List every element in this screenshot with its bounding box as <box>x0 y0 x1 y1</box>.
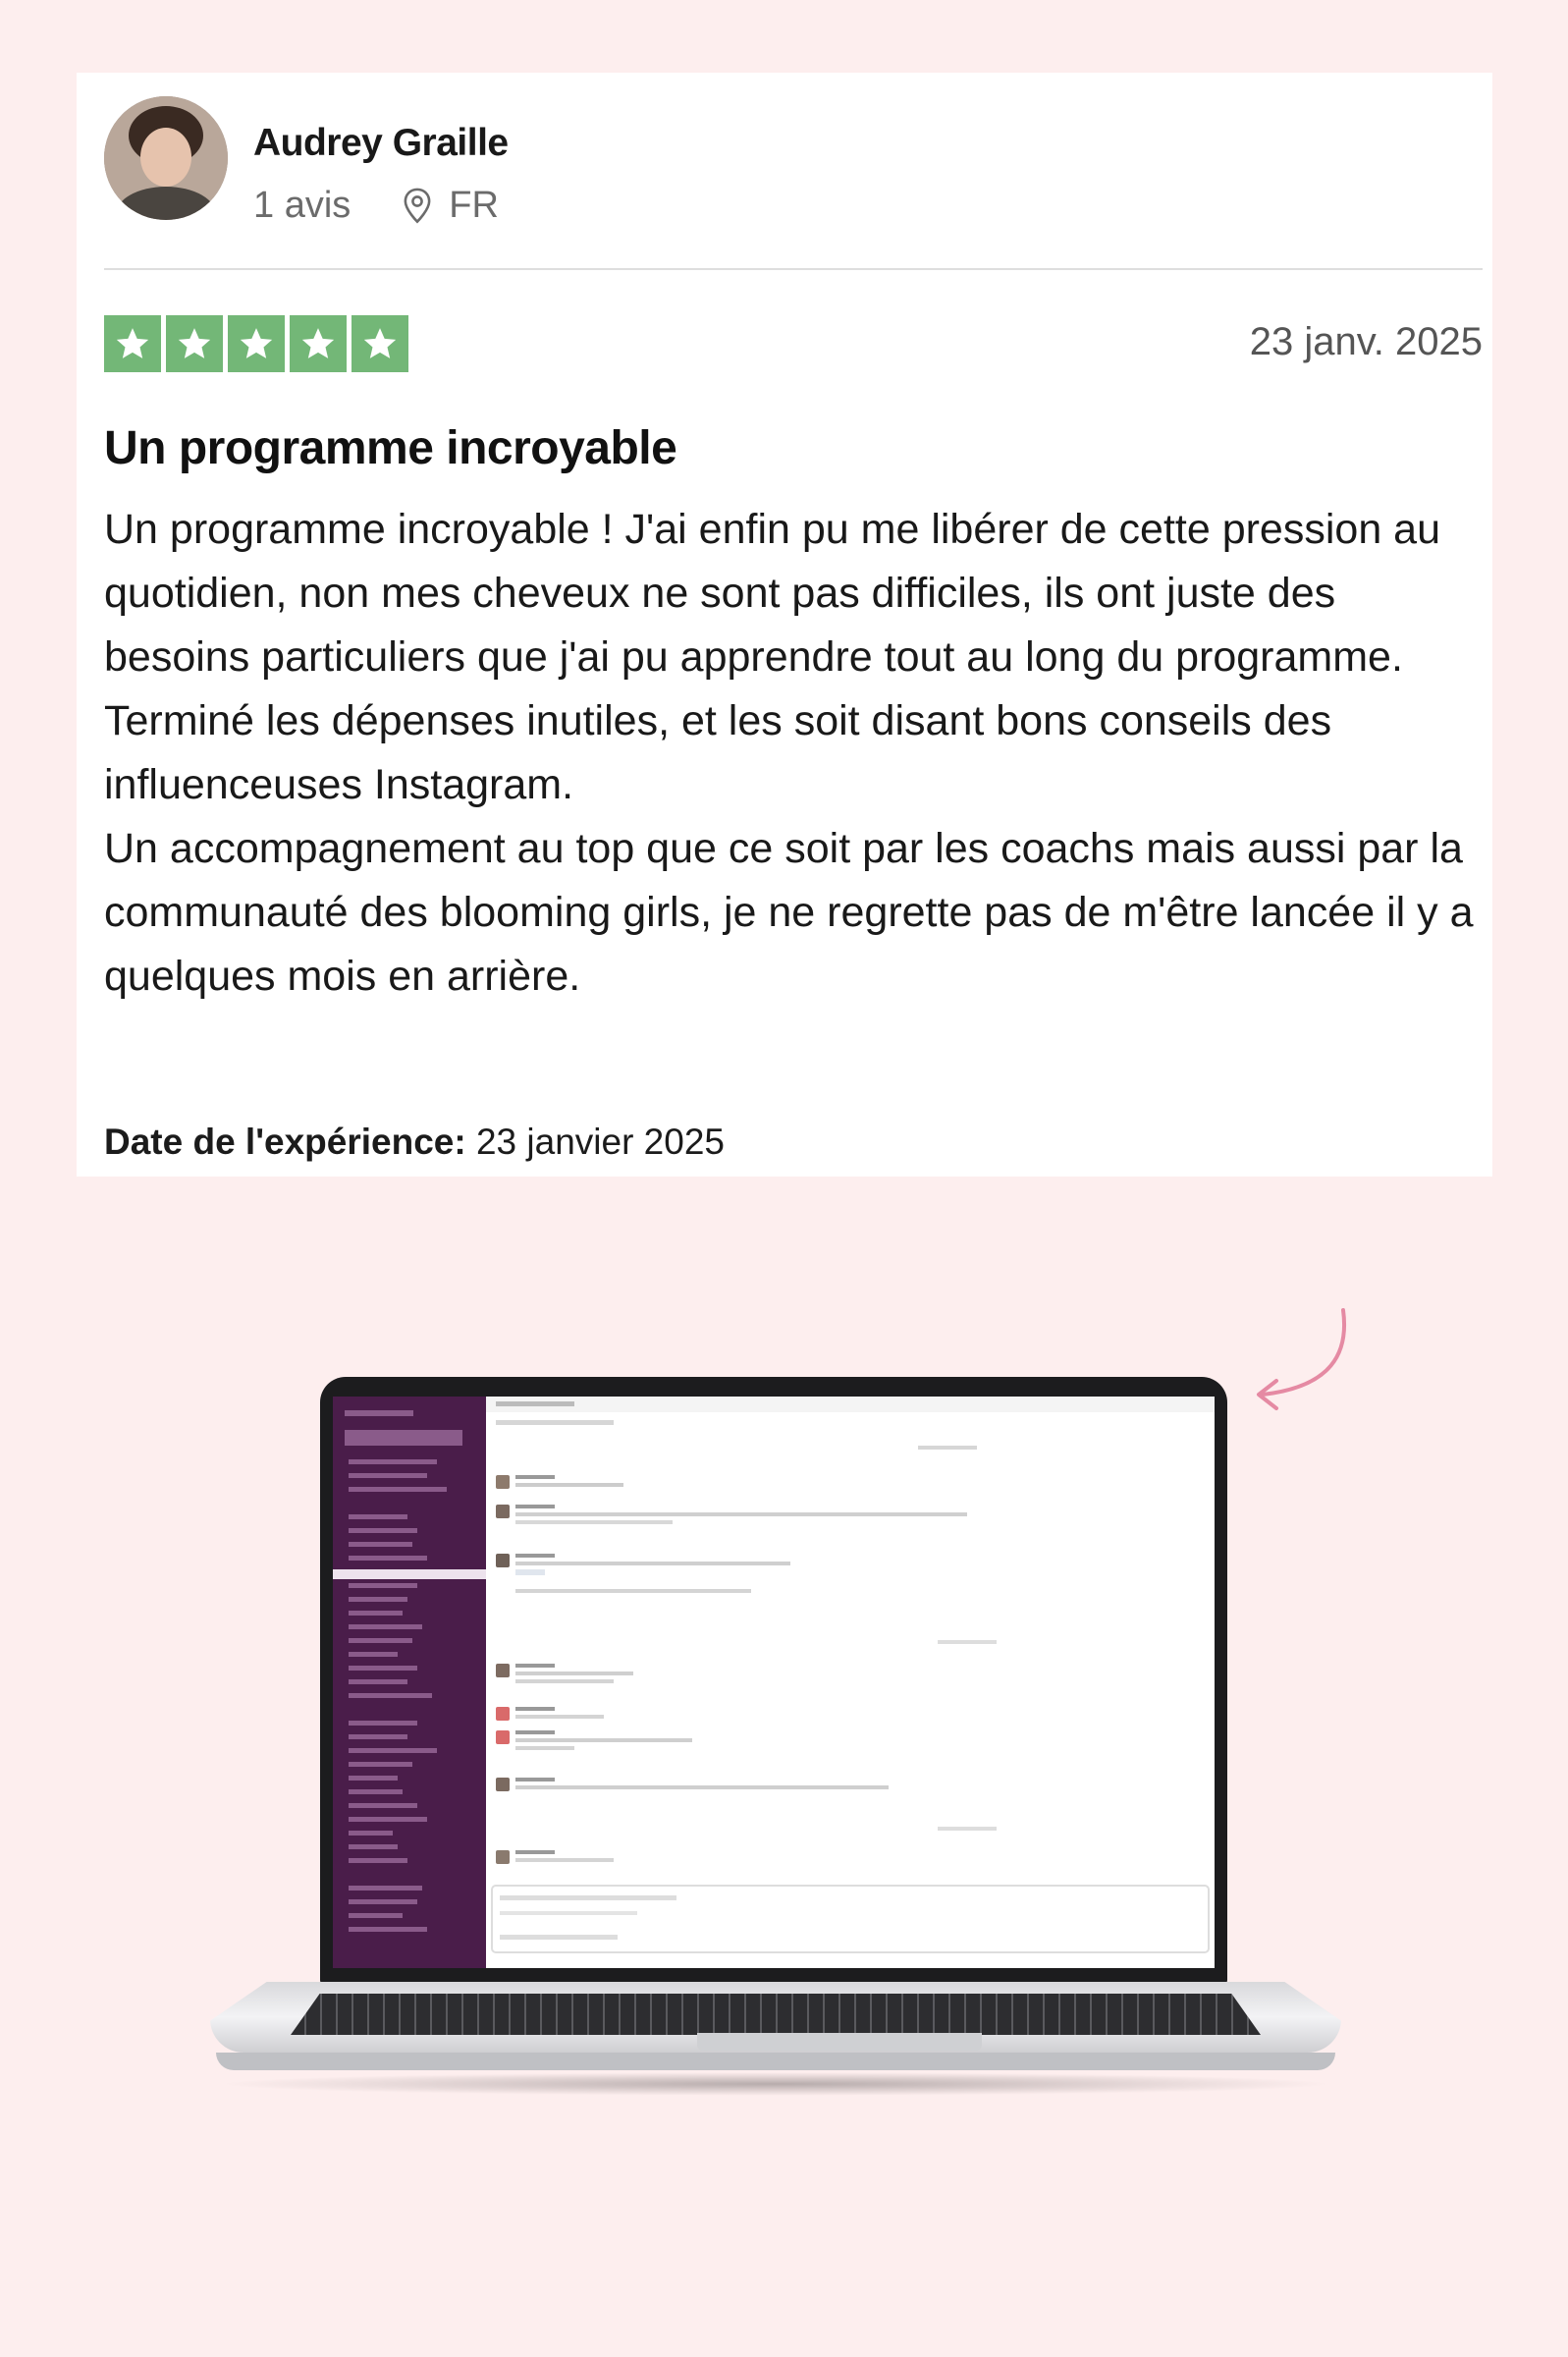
laptop-illustration <box>196 1365 1355 2131</box>
review-paragraph: Terminé les dépenses inutiles, et les soit disant bons conseils des influenceuses Instagram. <box>104 697 1332 808</box>
country-code: FR <box>449 185 499 226</box>
star-icon <box>228 315 285 372</box>
chat-main <box>486 1397 1215 1968</box>
review-title[interactable]: Un programme incroyable <box>104 422 677 474</box>
review-date: 23 janv. 2025 <box>1249 320 1483 363</box>
review-body <box>104 498 1488 1009</box>
review-card <box>77 73 1492 1177</box>
chat-sidebar <box>333 1397 486 1968</box>
location-pin-icon <box>400 187 435 226</box>
star-rating <box>104 315 408 372</box>
experience-date <box>104 1122 725 1163</box>
star-icon <box>166 315 223 372</box>
review-paragraph: Un accompagnement au top que ce soit par les coachs mais aussi par la communauté des blooming girls, je ne regrette pas de m'être lancée il y a quelques mois en arrière. <box>104 825 1474 1000</box>
star-icon <box>104 315 161 372</box>
laptop-trackpad <box>697 2033 982 2051</box>
laptop-lip <box>216 2053 1335 2070</box>
star-icon <box>290 315 347 372</box>
star-icon <box>351 315 408 372</box>
experience-label: Date de l'expérience: <box>104 1122 466 1162</box>
review-paragraph: Un programme incroyable ! J'ai enfin pu me libérer de cette pression au quotidien, non mes cheveux ne sont pas difficiles, ils ont juste des besoins particuliers que j'ai pu apprendre tout au long du programme. <box>104 506 1441 681</box>
avatar[interactable] <box>104 96 228 220</box>
laptop-screen <box>320 1377 1227 1986</box>
reviewer-header <box>104 96 1459 224</box>
divider <box>104 268 1483 270</box>
experience-value: 23 janvier 2025 <box>475 1122 725 1162</box>
laptop-shadow <box>216 2072 1335 2096</box>
laptop-keyboard <box>291 1994 1261 2035</box>
app-screenshot <box>333 1397 1215 1968</box>
review-count: 1 avis <box>253 185 351 226</box>
reviewer-meta <box>253 185 499 227</box>
reviewer-name[interactable]: Audrey Graille <box>253 122 509 164</box>
